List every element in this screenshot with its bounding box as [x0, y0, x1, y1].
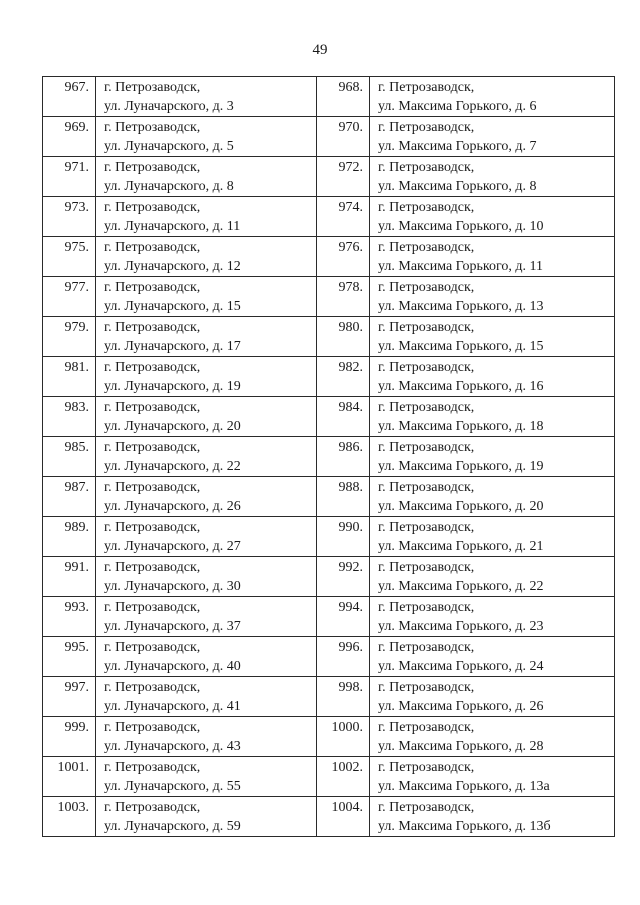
entry-number-cell	[43, 677, 96, 717]
entry-number-cell	[317, 597, 370, 637]
address-city: г. Петрозаводск,	[378, 480, 475, 495]
address-cell	[96, 197, 317, 237]
entry-number-cell	[317, 117, 370, 157]
address-city: г. Петрозаводск,	[104, 560, 201, 575]
address-city: г. Петрозаводск,	[104, 320, 201, 335]
address-street: ул. Максима Горького, д. 6	[378, 99, 537, 114]
address-cell	[96, 117, 317, 157]
entry-number-cell	[43, 637, 96, 677]
address-cell	[370, 157, 615, 197]
entry-number-cell	[43, 357, 96, 397]
address-cell	[96, 397, 317, 437]
address-city: г. Петрозаводск,	[104, 640, 201, 655]
address-cell	[96, 637, 317, 677]
address-cell	[370, 677, 615, 717]
address-city: г. Петрозаводск,	[104, 600, 201, 615]
entry-number: 985.	[64, 440, 89, 455]
address-street: ул. Максима Горького, д. 18	[378, 419, 544, 434]
entry-number: 967.	[64, 80, 89, 95]
address-cell	[96, 517, 317, 557]
entry-number-cell	[43, 197, 96, 237]
address-cell	[96, 797, 317, 837]
address-city: г. Петрозаводск,	[104, 680, 201, 695]
entry-number-cell	[317, 557, 370, 597]
address-cell	[96, 437, 317, 477]
address-street: ул. Максима Горького, д. 21	[378, 539, 544, 554]
entry-number: 977.	[64, 280, 89, 295]
entry-number-cell	[43, 117, 96, 157]
entry-number-cell	[317, 797, 370, 837]
address-cell	[370, 117, 615, 157]
address-cell	[370, 517, 615, 557]
entry-number: 982.	[338, 360, 363, 375]
entry-number: 973.	[64, 200, 89, 215]
table-row	[43, 77, 615, 117]
address-cell	[370, 557, 615, 597]
address-cell	[370, 717, 615, 757]
address-cell	[96, 357, 317, 397]
address-cell	[96, 477, 317, 517]
entry-number: 991.	[64, 560, 89, 575]
address-cell	[96, 77, 317, 117]
table-row	[43, 397, 615, 437]
entry-number-cell	[43, 477, 96, 517]
entry-number-cell	[317, 157, 370, 197]
address-city: г. Петрозаводск,	[378, 120, 475, 135]
entry-number-cell	[317, 397, 370, 437]
address-city: г. Петрозаводск,	[378, 320, 475, 335]
entry-number: 983.	[64, 400, 89, 415]
address-cell	[370, 597, 615, 637]
address-street: ул. Максима Горького, д. 13а	[378, 779, 550, 794]
address-city: г. Петрозаводск,	[378, 360, 475, 375]
address-street: ул. Луначарского, д. 3	[104, 99, 234, 114]
table-row	[43, 517, 615, 557]
address-street: ул. Максима Горького, д. 16	[378, 379, 544, 394]
entry-number: 987.	[64, 480, 89, 495]
table-row	[43, 677, 615, 717]
address-street: ул. Максима Горького, д. 23	[378, 619, 544, 634]
address-city: г. Петрозаводск,	[378, 80, 475, 95]
address-street: ул. Максима Горького, д. 15	[378, 339, 544, 354]
address-city: г. Петрозаводск,	[104, 360, 201, 375]
entry-number: 970.	[338, 120, 363, 135]
address-city: г. Петрозаводск,	[378, 760, 475, 775]
address-table-body	[43, 77, 615, 837]
address-cell	[370, 357, 615, 397]
address-cell	[96, 317, 317, 357]
address-city: г. Петрозаводск,	[378, 680, 475, 695]
address-city: г. Петрозаводск,	[104, 440, 201, 455]
entry-number: 995.	[64, 640, 89, 655]
address-city: г. Петрозаводск,	[104, 800, 201, 815]
address-city: г. Петрозаводск,	[378, 720, 475, 735]
address-street: ул. Луначарского, д. 27	[104, 539, 241, 554]
entry-number: 1004.	[331, 800, 363, 815]
table-row	[43, 557, 615, 597]
address-table	[42, 76, 615, 837]
table-row	[43, 277, 615, 317]
address-cell	[96, 157, 317, 197]
entry-number: 971.	[64, 160, 89, 175]
address-cell	[370, 437, 615, 477]
address-street: ул. Максима Горького, д. 13б	[378, 819, 551, 834]
address-cell	[370, 637, 615, 677]
address-city: г. Петрозаводск,	[378, 240, 475, 255]
entry-number-cell	[317, 317, 370, 357]
entry-number: 996.	[338, 640, 363, 655]
entry-number-cell	[43, 717, 96, 757]
entry-number: 974.	[338, 200, 363, 215]
address-city: г. Петрозаводск,	[104, 760, 201, 775]
address-street: ул. Максима Горького, д. 10	[378, 219, 544, 234]
address-street: ул. Луначарского, д. 20	[104, 419, 241, 434]
address-city: г. Петрозаводск,	[104, 240, 201, 255]
address-city: г. Петрозаводск,	[378, 640, 475, 655]
entry-number-cell	[317, 437, 370, 477]
entry-number: 979.	[64, 320, 89, 335]
table-row	[43, 237, 615, 277]
entry-number: 997.	[64, 680, 89, 695]
entry-number-cell	[317, 357, 370, 397]
entry-number-cell	[43, 557, 96, 597]
table-row	[43, 757, 615, 797]
table-row	[43, 437, 615, 477]
address-street: ул. Максима Горького, д. 28	[378, 739, 544, 754]
entry-number-cell	[317, 77, 370, 117]
address-cell	[96, 597, 317, 637]
address-street: ул. Луначарского, д. 5	[104, 139, 234, 154]
address-cell	[370, 317, 615, 357]
address-cell	[370, 477, 615, 517]
entry-number-cell	[317, 717, 370, 757]
table-row	[43, 117, 615, 157]
address-street: ул. Максима Горького, д. 8	[378, 179, 537, 194]
address-city: г. Петрозаводск,	[378, 280, 475, 295]
entry-number-cell	[317, 517, 370, 557]
entry-number-cell	[317, 237, 370, 277]
address-street: ул. Максима Горького, д. 22	[378, 579, 544, 594]
entry-number-cell	[43, 237, 96, 277]
address-city: г. Петрозаводск,	[378, 200, 475, 215]
address-cell	[96, 717, 317, 757]
address-city: г. Петрозаводск,	[104, 400, 201, 415]
entry-number: 1001.	[57, 760, 89, 775]
address-street: ул. Луначарского, д. 40	[104, 659, 241, 674]
entry-number-cell	[43, 437, 96, 477]
entry-number-cell	[317, 757, 370, 797]
address-street: ул. Максима Горького, д. 7	[378, 139, 537, 154]
entry-number-cell	[317, 637, 370, 677]
address-cell	[370, 197, 615, 237]
entry-number: 999.	[64, 720, 89, 735]
entry-number: 969.	[64, 120, 89, 135]
entry-number: 988.	[338, 480, 363, 495]
table-row	[43, 637, 615, 677]
address-street: ул. Луначарского, д. 19	[104, 379, 241, 394]
entry-number-cell	[43, 397, 96, 437]
address-street: ул. Луначарского, д. 37	[104, 619, 241, 634]
address-city: г. Петрозаводск,	[104, 200, 201, 215]
entry-number: 994.	[338, 600, 363, 615]
entry-number: 1002.	[331, 760, 363, 775]
entry-number: 975.	[64, 240, 89, 255]
entry-number: 998.	[338, 680, 363, 695]
entry-number-cell	[43, 597, 96, 637]
entry-number-cell	[317, 677, 370, 717]
entry-number: 990.	[338, 520, 363, 535]
address-city: г. Петрозаводск,	[104, 280, 201, 295]
address-cell	[96, 557, 317, 597]
page-number: 49	[312, 42, 328, 58]
entry-number-cell	[43, 277, 96, 317]
address-street: ул. Луначарского, д. 41	[104, 699, 241, 714]
table-row	[43, 317, 615, 357]
address-street: ул. Луначарского, д. 59	[104, 819, 241, 834]
address-city: г. Петрозаводск,	[104, 480, 201, 495]
address-street: ул. Максима Горького, д. 26	[378, 699, 544, 714]
address-city: г. Петрозаводск,	[378, 800, 475, 815]
address-city: г. Петрозаводск,	[378, 600, 475, 615]
address-cell	[370, 757, 615, 797]
entry-number-cell	[317, 277, 370, 317]
address-cell	[96, 277, 317, 317]
entry-number: 981.	[64, 360, 89, 375]
address-street: ул. Луначарского, д. 26	[104, 499, 241, 514]
address-city: г. Петрозаводск,	[104, 720, 201, 735]
address-cell	[370, 77, 615, 117]
address-city: г. Петрозаводск,	[378, 520, 475, 535]
entry-number: 989.	[64, 520, 89, 535]
entry-number: 972.	[338, 160, 363, 175]
address-street: ул. Луначарского, д. 12	[104, 259, 241, 274]
entry-number: 976.	[338, 240, 363, 255]
entry-number: 992.	[338, 560, 363, 575]
table-row	[43, 597, 615, 637]
table-row	[43, 157, 615, 197]
address-city: г. Петрозаводск,	[378, 160, 475, 175]
address-city: г. Петрозаводск,	[104, 520, 201, 535]
entry-number: 1003.	[57, 800, 89, 815]
address-city: г. Петрозаводск,	[378, 440, 475, 455]
entry-number: 980.	[338, 320, 363, 335]
address-cell	[370, 797, 615, 837]
entry-number-cell	[317, 477, 370, 517]
entry-number: 993.	[64, 600, 89, 615]
address-street: ул. Луначарского, д. 43	[104, 739, 241, 754]
address-street: ул. Максима Горького, д. 24	[378, 659, 544, 674]
entry-number: 968.	[338, 80, 363, 95]
address-street: ул. Максима Горького, д. 13	[378, 299, 544, 314]
address-street: ул. Луначарского, д. 22	[104, 459, 241, 474]
entry-number-cell	[43, 317, 96, 357]
entry-number: 986.	[338, 440, 363, 455]
address-street: ул. Луначарского, д. 55	[104, 779, 241, 794]
address-street: ул. Максима Горького, д. 11	[378, 259, 544, 274]
address-street: ул. Луначарского, д. 8	[104, 179, 234, 194]
address-cell	[96, 677, 317, 717]
entry-number-cell	[43, 77, 96, 117]
entry-number-cell	[43, 517, 96, 557]
entry-number-cell	[43, 797, 96, 837]
address-city: г. Петрозаводск,	[378, 560, 475, 575]
table-row	[43, 357, 615, 397]
entry-number: 984.	[338, 400, 363, 415]
address-city: г. Петрозаводск,	[104, 160, 201, 175]
address-city: г. Петрозаводск,	[104, 80, 201, 95]
table-row	[43, 197, 615, 237]
table-row	[43, 717, 615, 757]
entry-number: 1000.	[331, 720, 363, 735]
address-cell	[370, 397, 615, 437]
address-city: г. Петрозаводск,	[378, 400, 475, 415]
address-street: ул. Максима Горького, д. 19	[378, 459, 544, 474]
address-cell	[370, 237, 615, 277]
entry-number-cell	[43, 157, 96, 197]
table-row	[43, 477, 615, 517]
entry-number-cell	[317, 197, 370, 237]
address-street: ул. Луначарского, д. 15	[104, 299, 241, 314]
address-street: ул. Луначарского, д. 30	[104, 579, 241, 594]
entry-number-cell	[43, 757, 96, 797]
table-row	[43, 797, 615, 837]
address-cell	[370, 277, 615, 317]
address-street: ул. Луначарского, д. 11	[104, 219, 241, 234]
address-street: ул. Луначарского, д. 17	[104, 339, 241, 354]
entry-number: 978.	[338, 280, 363, 295]
address-city: г. Петрозаводск,	[104, 120, 201, 135]
address-cell	[96, 237, 317, 277]
address-street: ул. Максима Горького, д. 20	[378, 499, 544, 514]
address-cell	[96, 757, 317, 797]
